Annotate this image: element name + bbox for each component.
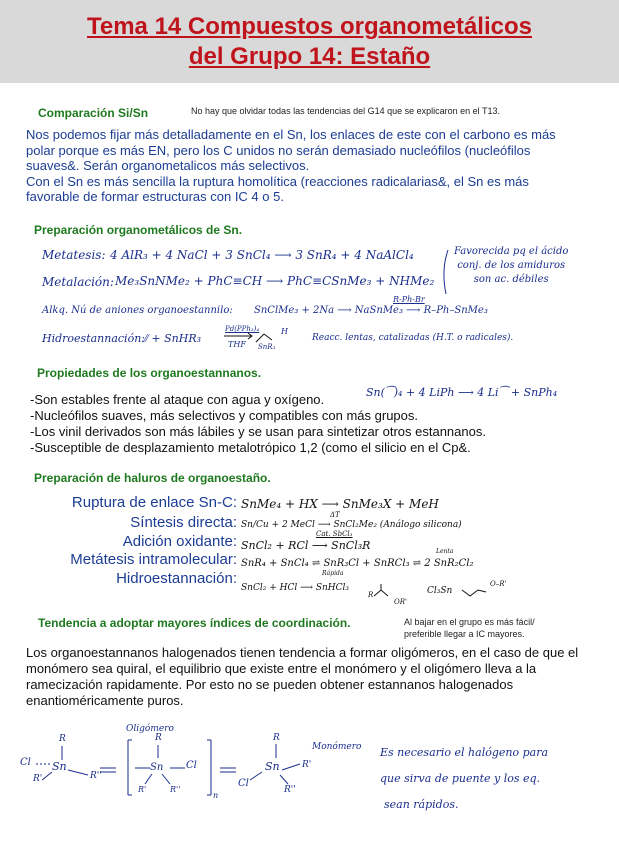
label-adicion: Adición oxidante: (122, 533, 237, 550)
eq-hidroestannacion: ⫽ + SnHR₃ (143, 332, 202, 345)
list-item: -Los vinil derivados son más lábiles y se usan para sintetizar otros estannanos. (30, 424, 486, 439)
eq-metalacion: Me₃SnNMe₂ + PhC≡CH ⟶ PhC≡CSnMe₃ + NHMe₂ (115, 274, 435, 288)
heading-haluros: Preparación de haluros de organoestaño. (34, 471, 271, 485)
text-line: Es necesario el halógeno para (380, 746, 549, 759)
atom-r1-2: R' (138, 785, 147, 794)
text-line: Al bajar en el grupo es más fácil/ (404, 617, 535, 627)
text-line: monómero sea quiral, el equilibrio que existe entre el monómero y el oligómero lleva a la (26, 661, 537, 676)
text-line: son ac. débiles (473, 274, 549, 285)
label-hidroestannacion-haluros: Hidroestannación: (116, 570, 237, 587)
text-line: conj. de los amiduros (457, 260, 566, 271)
text-line: preferible llegar a IC mayores. (404, 629, 525, 639)
text-line: Los organoestannanos halogenados tienen tendencia a formar oligómeros, en el caso de que el (26, 645, 579, 660)
text-line: sean rápidos. (384, 798, 459, 811)
atom-r2-3: R'' (284, 785, 296, 795)
catalyst-sbcl3: Cat. SbCl₃ (316, 530, 353, 538)
atom-cl-3: Cl (238, 778, 249, 789)
hand-eq-li: Sn(⁀)₄ + 4 LiPh ⟶ 4 Li⁀ + SnPh₄ (366, 386, 558, 399)
text-line: favorable de formar estructuras con IC 4 o 5. (26, 189, 284, 204)
atom-r1-1: R' (33, 774, 43, 784)
catalyst-pd: Pd(PPh₃)₄ (225, 325, 260, 333)
atom-r-2: R (155, 733, 162, 743)
eq-metatesis-intra: SnR₄ + SnCl₄ ⇌ SnR₃Cl + SnRCl₃ ⇌ 2 SnR₂Cl₂ (241, 558, 474, 569)
page-title-line2: del Grupo 14: Estaño (188, 43, 431, 70)
atom-r-3: R (273, 733, 280, 743)
label-metatesis: Metatesis: (42, 248, 106, 262)
list-item: -Son estables frente al ataque con agua y oxígeno. (30, 392, 325, 407)
list-item: -Nucleófilos suaves, más selectivos y compatibles con más grupos. (30, 408, 418, 423)
text-line: Favorecida pq el ácido (454, 246, 569, 257)
text-line: suaves&. Serán organometalicos más selectivos. (26, 158, 310, 173)
text-line: ramecización rapidamente. Por esto no se pueden obtener estannanos halogenados (26, 677, 514, 692)
label-oligomero: Oligómero (126, 724, 174, 734)
atom-sn-3: Sn (265, 760, 280, 773)
ketone-r: R (368, 591, 374, 599)
note-comparacion: No hay que olvidar todas las tendencias del G14 que se explicaron en el T13. (191, 106, 501, 116)
oligomer-n: n (213, 791, 219, 800)
arrow-dt: ΔT (330, 511, 340, 519)
atom-r2-2: R'' (170, 785, 181, 794)
note-halogeno (380, 740, 548, 818)
heading-tendencia: Tendencia a adoptar mayores índices de coordinación. (38, 616, 351, 630)
eq-hidroestannacion-haluros: SnCl₂ + HCl ⟶ SnHCl₃ (241, 583, 350, 593)
label-monomero: Monómero (312, 742, 362, 752)
atom-r-1: R (59, 734, 66, 744)
product-snr3: SnR₃ (258, 343, 276, 351)
heading-comparacion: Comparación Si/Sn (38, 106, 149, 120)
label-sintesis: Síntesis directa: (130, 514, 237, 531)
label-rapida: Rápida (322, 570, 344, 577)
text-line: que sirva de puente y los eq. (380, 772, 541, 785)
atom-sn-2: Sn (150, 762, 164, 773)
eq-adicion: SnCl₂ + RCl ⟶ SnCl₃R (241, 539, 371, 552)
atom-r2-1: R'' (90, 771, 102, 781)
atom-cl-1: Cl (20, 757, 31, 768)
atom-cl-2: Cl (186, 760, 197, 771)
eq-ruptura: SnMe₄ + HX ⟶ SnMe₃X + MeH (241, 497, 439, 511)
eq-metatesis: 4 AlR₃ + 4 NaCl + 3 SnCl₄ ⟶ 3 SnR₄ + 4 NaAlCl₄ (110, 248, 414, 262)
ketone-or: OR' (394, 598, 407, 606)
hydro-note: Reacc. lentas, catalizadas (H.T. o radicales). (312, 333, 514, 343)
atom-sn-1: Sn (52, 760, 67, 773)
solvent-thf: THF (228, 340, 246, 349)
text-line: Nos podemos fijar más detalladamente en el Sn, los enlaces de este con el carbono es más (26, 127, 556, 142)
eq-sintesis: Sn/Cu + 2 MeCl ⟶ SnCl₂Me₂ (Análogo silicona) (241, 520, 462, 530)
ketone-product: Cl₃Sn (427, 586, 453, 596)
heading-preparacion: Preparación organometálicos de Sn. (34, 223, 243, 237)
text-line: Con el Sn es más sencilla la ruptura homolítica (reacciones radicalarias&, el Sn es más (26, 173, 529, 189)
label-hidroestannacion: Hidroestannación: (42, 332, 145, 345)
eq-alquilacion: SnClMe₃ + 2Na ⟶ NaSnMe₃ ⟶ R–Ph–SnMe₃ (254, 305, 488, 316)
label-metatesis-intra: Metátesis intramolecular: (70, 551, 237, 568)
atom-r1-3: R' (302, 760, 312, 770)
text-line: polar porque es más EN, pero los C unidos no serán demasiado nucleófilos (nucleófilos (26, 142, 531, 158)
page-title-line1: Tema 14 Compuestos organometálicos (86, 13, 532, 40)
label-lenta: Lenta (436, 548, 454, 555)
heading-propiedades: Propiedades de los organoestannanos. (37, 366, 262, 380)
label-alquilacion: Alkq. Nú de aniones organoestannilo: (42, 305, 233, 316)
ketone-or2: O–R' (490, 580, 507, 588)
list-item: -Susceptible de desplazamiento metalotrópico 1,2 (como el silicio en el Cp&. (30, 440, 471, 455)
label-ruptura: Ruptura de enlace Sn-C: (71, 494, 237, 511)
product-h: H (281, 327, 288, 336)
reagent-r-ph-br: R-Ph-Br (393, 295, 425, 304)
label-metalacion: Metalación: (42, 275, 114, 289)
text-line: enantioméricamente puros. (26, 693, 184, 708)
